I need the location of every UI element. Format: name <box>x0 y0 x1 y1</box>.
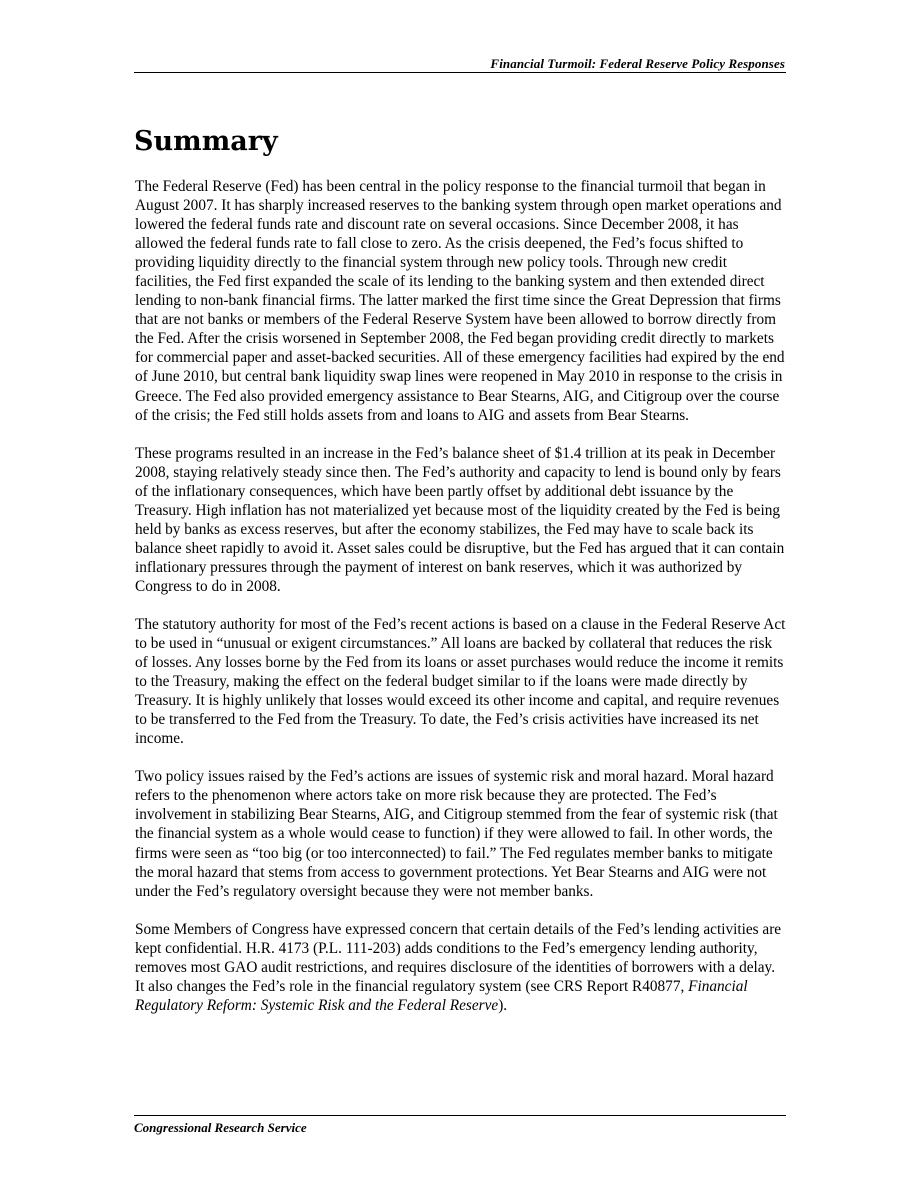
paragraph-5 <box>135 920 787 1015</box>
paragraph-5-closing: ). <box>498 996 508 1014</box>
running-footer: Congressional Research Service <box>134 1120 307 1135</box>
summary-body <box>135 177 787 1034</box>
paragraph-5-text: Some Members of Congress have expressed concern that certain details of the Fed’s lending activities are kept confidential. H.R. 4173 (P.L. 111-203) adds conditions to the Fed’s emergency lending authority, removes most GAO audit restrictions, and requires disclosure of the identities of borrowers with a delay. It also changes the Fed’s role in the financial regulatory system (see CRS Report R40877, <box>135 920 782 995</box>
section-title: Summary <box>134 126 278 157</box>
header-rule <box>134 72 786 73</box>
footer-rule <box>134 1115 786 1116</box>
paragraph-4: Two policy issues raised by the Fed’s actions are issues of systemic risk and moral hazard. Moral hazard refers to the phenomenon where actors take on more risk because they are protected. The Fed’s involvement in stabilizing Bear Stearns, AIG, and Citigroup stemmed from the fear of systemic risk (that the financial system as a whole would cease to function) if they were allowed to fail. In other words, the firms were seen as “too big (or too interconnected) to fail.” The Fed regulates member banks to mitigate the moral hazard that stems from access to government protections. Yet Bear Stearns and AIG were not under the Fed’s regulatory oversight because they were not member banks. <box>135 768 778 900</box>
running-header: Financial Turmoil: Federal Reserve Policy Responses <box>490 56 785 71</box>
report-title: Financial Regulatory Reform: Systemic Risk and the Federal Reserve <box>135 977 748 1014</box>
paragraph-2: These programs resulted in an increase in the Fed’s balance sheet of $1.4 trillion at its peak in December 2008, staying relatively steady since then. The Fed’s authority and capacity to lend is bound only by fears of the inflationary consequences, which have been partly offset by additional debt issuance by the Treasury. High inflation has not materialized yet because most of the liquidity created by the Fed is being held by banks as excess reserves, but after the economy stabilizes, the Fed may have to scale back its balance sheet rapidly to avoid it. Asset sales could be disruptive, but the Fed has argued that it can contain inflationary pressures through the payment of interest on bank reserves, which it was authorized by Congress to do in 2008. <box>135 444 785 595</box>
paragraph-1: The Federal Reserve (Fed) has been central in the policy response to the financial turmoil that began in August 2007. It has sharply increased reserves to the banking system through open market operations and lowered the federal funds rate and discount rate on several occasions. Since December 2008, it has allowed the federal funds rate to fall close to zero. As the crisis deepened, the Fed’s focus shifted to providing liquidity directly to the financial system through new policy tools. Through new credit facilities, the Fed first expanded the scale of its lending to the banking system and then extended direct lending to non-bank financial firms. The latter marked the first time since the Great Depression that firms that are not banks or members of the Federal Reserve System have been allowed to borrow directly from the Fed. After the crisis worsened in September 2008, the Fed began providing credit directly to markets for commercial paper and asset-backed securities. All of these emergency facilities had expired by the end of June 2010, but central bank liquidity swap lines were reopened in May 2010 in response to the crisis in Greece. The Fed also provided emergency assistance to Bear Stearns, AIG, and Citigroup over the course of the crisis; the Fed still holds assets from and loans to AIG and assets from Bear Stearns. <box>135 178 785 424</box>
paragraph-3: The statutory authority for most of the Fed’s recent actions is based on a clause in the Federal Reserve Act to be used in “unusual or exigent circumstances.” All loans are backed by collateral that reduces the risk of losses. Any losses borne by the Fed from its loans or asset purchases would reduce the income it remits to the Treasury, making the effect on the federal budget similar to if the loans were made directly by Treasury. It is highly unlikely that losses would exceed its other income and capital, and require revenues to be transferred to the Fed from the Treasury. To date, the Fed’s crisis activities have increased its net income. <box>135 615 786 748</box>
